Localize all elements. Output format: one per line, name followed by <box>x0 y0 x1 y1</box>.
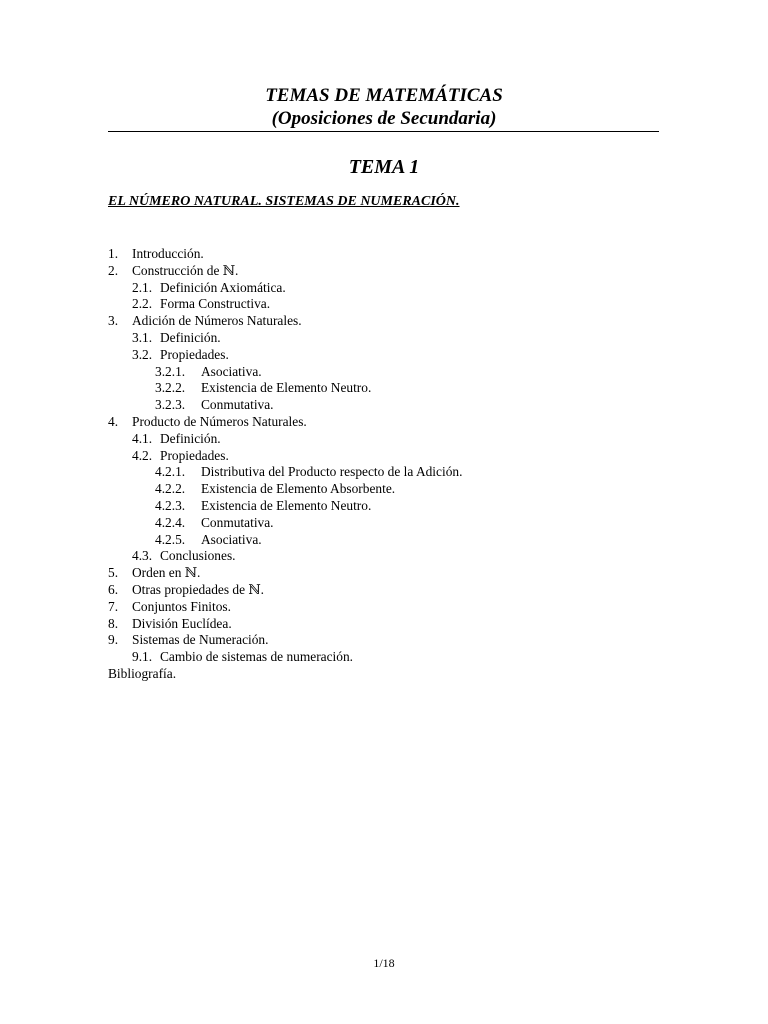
toc-item-number: 1. <box>108 246 119 261</box>
toc-item-number: 4.2.1. <box>155 464 186 480</box>
toc-item-text: Conmutativa. <box>201 397 274 413</box>
toc-item-text: Orden en ℕ. <box>132 565 201 581</box>
tema-heading: TEMA 1 <box>348 156 420 178</box>
toc-item-text: Existencia de Elemento Neutro. <box>201 380 372 396</box>
toc-item-text: Existencia de Elemento Absorbente. <box>201 481 396 497</box>
toc-item-number: 2. <box>108 262 119 278</box>
toc-item-number: 9.1. <box>132 649 153 665</box>
toc-item-text: Bibliografía. <box>108 665 177 681</box>
toc-item-number: 3.2. <box>132 346 153 362</box>
toc-item-number: 8. <box>108 615 119 631</box>
toc-item-text: Definición. <box>160 430 221 446</box>
toc-item-number: 2.1. <box>132 279 153 295</box>
document-title: TEMAS DE MATEMÁTICAS <box>265 85 503 106</box>
toc-item-text: Distributiva del Producto respecto de la Adición. <box>201 464 463 480</box>
toc-item-text: Forma Constructiva. <box>160 296 271 312</box>
toc-item-number: 3.2.1. <box>155 363 186 379</box>
toc-item-number: 4.2.5. <box>155 531 186 547</box>
toc-item-number: 3.1. <box>132 329 153 345</box>
header-divider <box>108 131 659 132</box>
toc-item-number: 6. <box>108 581 119 597</box>
toc-item-text: Existencia de Elemento Neutro. <box>201 497 372 513</box>
toc-item-text: Propiedades. <box>160 447 229 463</box>
toc-item-number: 4.2.4. <box>155 514 186 530</box>
toc-item-number: 4.3. <box>132 548 153 564</box>
toc-item-text: Asociativa. <box>201 363 262 379</box>
toc-item-text: Otras propiedades de ℕ. <box>132 581 264 597</box>
toc-item-text: Conclusiones. <box>160 548 236 564</box>
toc-item-number: 4.2. <box>132 447 153 463</box>
toc-item-text: Introducción. <box>132 246 204 261</box>
toc-item-number: 4.2.3. <box>155 497 186 513</box>
toc-item-text: Definición Axiomática. <box>160 279 286 295</box>
topic-title: EL NÚMERO NATURAL. SISTEMAS DE NUMERACIÓN. <box>108 194 460 209</box>
toc-item-number: 4.2.2. <box>155 481 186 497</box>
toc-item-number: 3.2.3. <box>155 397 186 413</box>
toc-item-text: División Euclídea. <box>132 615 232 631</box>
toc-item-number: 4. <box>108 413 119 429</box>
toc-item-text: Propiedades. <box>160 346 229 362</box>
toc-item-number: 2.2. <box>132 296 153 312</box>
toc-item-text: Asociativa. <box>201 531 262 547</box>
toc-item-number: 5. <box>108 565 119 581</box>
toc-item-text: Conjuntos Finitos. <box>132 598 231 614</box>
toc-item-text: Definición. <box>160 329 221 345</box>
toc-item-number: 3.2.2. <box>155 380 186 396</box>
toc-item-text: Producto de Números Naturales. <box>132 413 307 429</box>
toc-item-text: Adición de Números Naturales. <box>132 313 302 329</box>
toc-item-number: 9. <box>108 632 119 648</box>
toc-item-text: Sistemas de Numeración. <box>132 632 269 648</box>
page-number: 1/18 <box>373 956 395 970</box>
toc-item-text: Cambio de sistemas de numeración. <box>160 649 354 665</box>
toc-item-number: 3. <box>108 313 119 329</box>
toc-item-number: 7. <box>108 598 119 614</box>
toc-item-text: Conmutativa. <box>201 514 274 530</box>
document-subtitle: (Oposiciones de Secundaria) <box>271 108 497 129</box>
toc-item-number: 4.1. <box>132 430 153 446</box>
toc-item-text: Construcción de ℕ. <box>132 262 239 278</box>
